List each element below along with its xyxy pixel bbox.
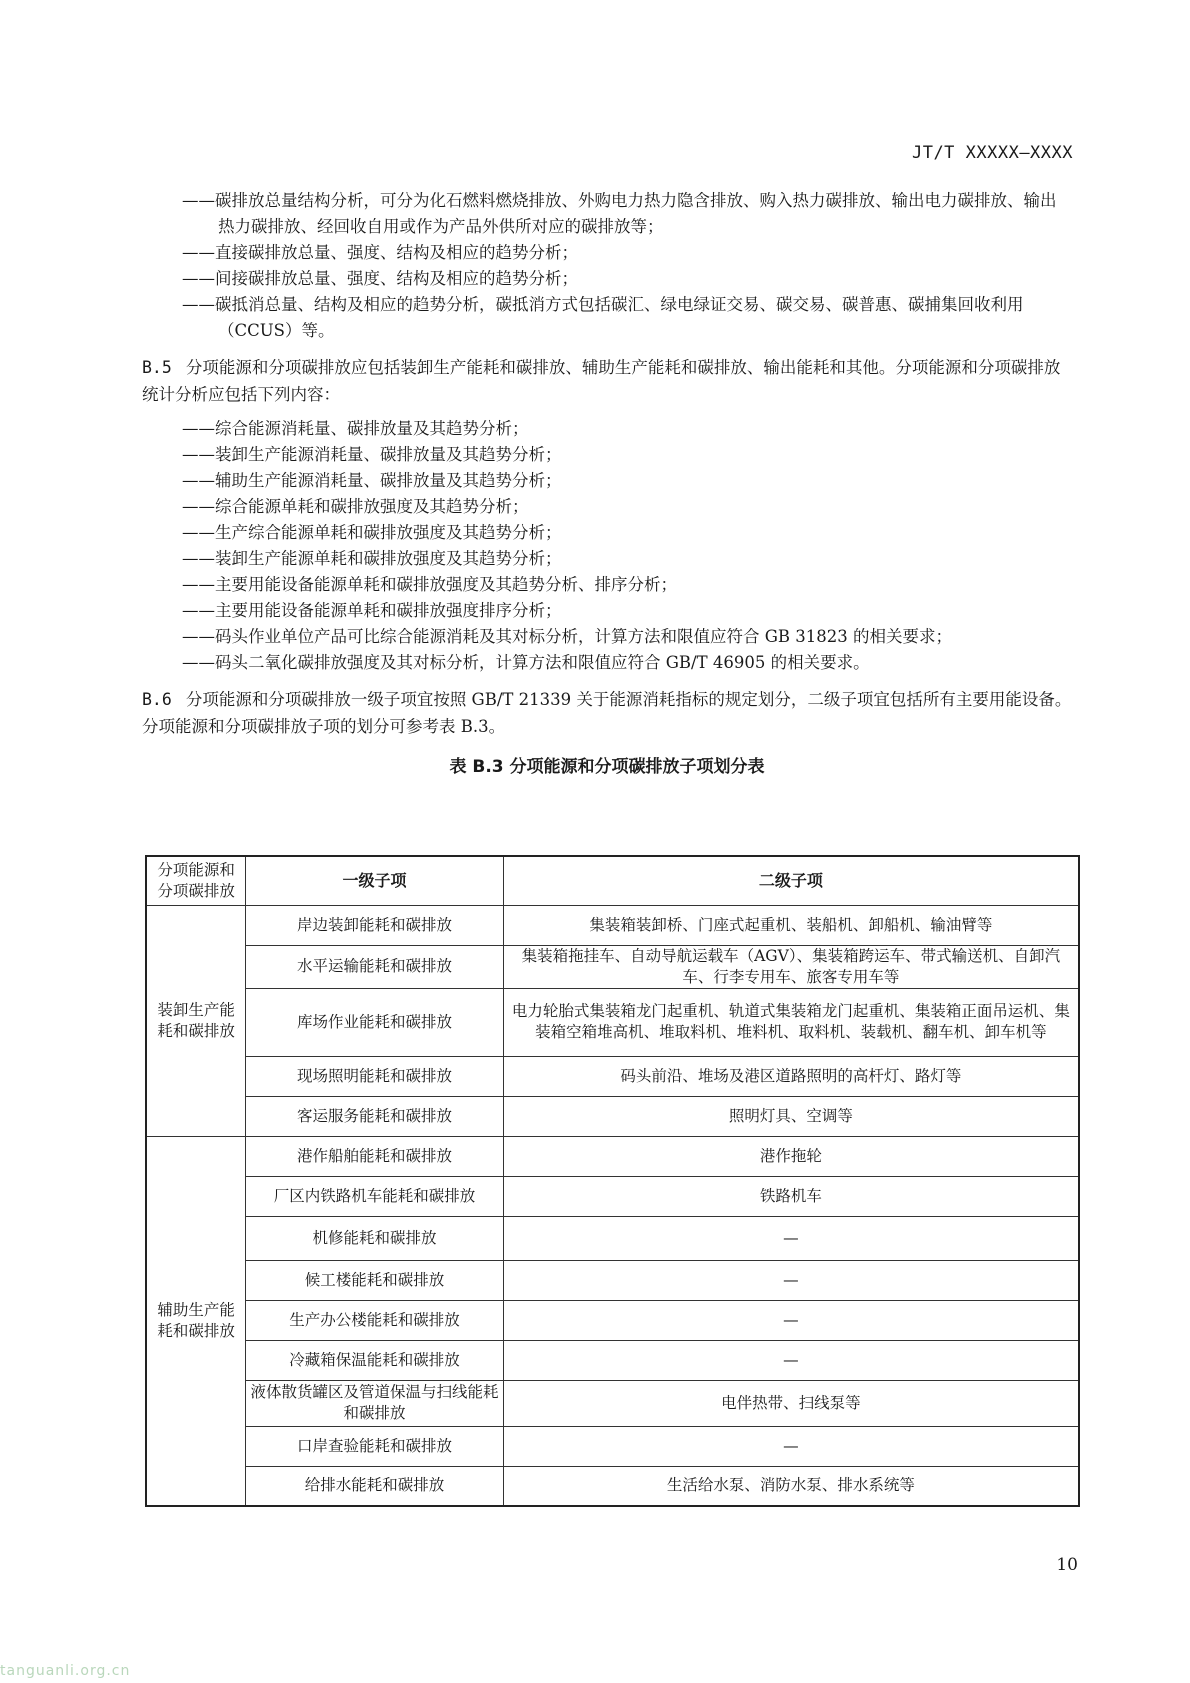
- list-item: ——生产综合能源单耗和碳排放强度及其趋势分析；: [182, 523, 562, 542]
- paragraph-text: 分项能源和分项碳排放应包括装卸生产能耗和碳排放、辅助生产能耗和碳排放、输出能耗和其他。分项能源和分项碳排放统计分析应包括下列内容：: [142, 358, 1061, 404]
- header-level2: 二级子项: [503, 856, 1079, 905]
- level1-cell: 口岸查验能耗和碳排放: [246, 1426, 503, 1466]
- level2-cell: —: [503, 1216, 1079, 1260]
- level1-cell: 库场作业能耗和碳排放: [246, 988, 503, 1056]
- table-row: [146, 1176, 1079, 1216]
- document-body: [142, 188, 1072, 782]
- level2-cell: 码头前沿、堆场及港区道路照明的高杆灯、路灯等: [503, 1056, 1079, 1096]
- paragraph-number: B.5: [142, 358, 172, 377]
- table-row: [146, 905, 1079, 945]
- table-header-row: [146, 856, 1079, 905]
- paragraph-text: 分项能源和分项碳排放一级子项宜按照 GB/T 21339 关于能源消耗指标的规定划分，二级子项宜包括所有主要用能设备。分项能源和分项碳排放子项的划分可参考表 B.3。: [142, 690, 1072, 736]
- list-item: ——主要用能设备能源单耗和碳排放强度及其趋势分析、排序分析；: [182, 575, 677, 594]
- level2-cell: —: [503, 1426, 1079, 1466]
- level1-cell: 现场照明能耗和碳排放: [246, 1056, 503, 1096]
- table-title: 表 B.3 分项能源和分项碳排放子项划分表: [449, 757, 765, 777]
- page-number: 10: [1056, 1555, 1078, 1575]
- table-row: [146, 1096, 1079, 1136]
- paragraph-b6: [142, 686, 1072, 740]
- level1-cell: 候工楼能耗和碳排放: [246, 1260, 503, 1300]
- sub-item-table: [145, 855, 1080, 1507]
- level2-cell: 电伴热带、扫线泵等: [503, 1380, 1079, 1426]
- table-row: [146, 1380, 1079, 1426]
- level1-cell: 港作船舶能耗和碳排放: [246, 1136, 503, 1176]
- paragraph-number: B.6: [142, 690, 172, 709]
- level2-cell: —: [503, 1260, 1079, 1300]
- header-level1: 一级子项: [246, 856, 503, 905]
- list-item: ——间接碳排放总量、强度、结构及相应的趋势分析；: [182, 269, 578, 288]
- level2-cell: 照明灯具、空调等: [503, 1096, 1079, 1136]
- level1-cell: 液体散货罐区及管道保温与扫线能耗和碳排放: [246, 1380, 503, 1426]
- level1-cell: 给排水能耗和碳排放: [246, 1466, 503, 1506]
- level1-cell: 冷藏箱保温能耗和碳排放: [246, 1340, 503, 1380]
- group-cell: 装卸生产能耗和碳排放: [146, 905, 246, 1136]
- level1-cell: 厂区内铁路机车能耗和碳排放: [246, 1176, 503, 1216]
- level2-cell: 铁路机车: [503, 1176, 1079, 1216]
- standard-code: JT/T XXXXX—XXXX: [911, 143, 1073, 163]
- table-row: [146, 945, 1079, 988]
- level2-cell: 集装箱拖挂车、自动导航运载车（AGV）、集装箱跨运车、带式输送机、自卸汽车、行李专用车、旅客专用车等: [503, 945, 1079, 988]
- list-item: ——码头作业单位产品可比综合能源消耗及其对标分析，计算方法和限值应符合 GB 31823 的相关要求；: [182, 627, 953, 646]
- list-item: ——码头二氧化碳排放强度及其对标分析，计算方法和限值应符合 GB/T 46905 的相关要求。: [182, 653, 870, 672]
- level2-cell: —: [503, 1340, 1079, 1380]
- table-row: [146, 1340, 1079, 1380]
- header-category: 分项能源和分项碳排放: [146, 856, 246, 905]
- level2-cell: 电力轮胎式集装箱龙门起重机、轨道式集装箱龙门起重机、集装箱正面吊运机、集装箱空箱堆高机、堆取料机、堆料机、取料机、装载机、翻车机、卸车机等: [503, 988, 1079, 1056]
- table-row: [146, 1466, 1079, 1506]
- level1-cell: 机修能耗和碳排放: [246, 1216, 503, 1260]
- level2-cell: 集装箱装卸桥、门座式起重机、装船机、卸船机、输油臂等: [503, 905, 1079, 945]
- list-item: ——综合能源消耗量、碳排放量及其趋势分析；: [182, 419, 529, 438]
- list-item: ——碳排放总量结构分析，可分为化石燃料燃烧排放、外购电力热力隐含排放、购入热力碳排放、输出电力碳排放、输出热力碳排放、经回收自用或作为产品外供所对应的碳排放等；: [182, 191, 1057, 236]
- table-row: [146, 1216, 1079, 1260]
- table-row: [146, 988, 1079, 1056]
- b5-list: [182, 416, 1072, 676]
- list-item: ——综合能源单耗和碳排放强度及其趋势分析；: [182, 497, 529, 516]
- level1-cell: 生产办公楼能耗和碳排放: [246, 1300, 503, 1340]
- table-row: [146, 1260, 1079, 1300]
- list-item: ——碳抵消总量、结构及相应的趋势分析，碳抵消方式包括碳汇、绿电绿证交易、碳交易、碳普惠、碳捕集回收利用（CCUS）等。: [182, 295, 1024, 340]
- level1-cell: 水平运输能耗和碳排放: [246, 945, 503, 988]
- level1-cell: 岸边装卸能耗和碳排放: [246, 905, 503, 945]
- level2-cell: —: [503, 1300, 1079, 1340]
- list-item: ——装卸生产能源消耗量、碳排放量及其趋势分析；: [182, 445, 562, 464]
- watermark: tanguanli.org.cn: [0, 1663, 131, 1679]
- level2-cell: 生活给水泵、消防水泵、排水系统等: [503, 1466, 1079, 1506]
- table-row: [146, 1426, 1079, 1466]
- table-row: [146, 1056, 1079, 1096]
- top-list: [182, 188, 1072, 344]
- list-item: ——辅助生产能源消耗量、碳排放量及其趋势分析；: [182, 471, 562, 490]
- table-row: [146, 1300, 1079, 1340]
- list-item: ——装卸生产能源单耗和碳排放强度及其趋势分析；: [182, 549, 562, 568]
- level2-cell: 港作拖轮: [503, 1136, 1079, 1176]
- list-item: ——直接碳排放总量、强度、结构及相应的趋势分析；: [182, 243, 578, 262]
- list-item: ——主要用能设备能源单耗和碳排放强度排序分析；: [182, 601, 562, 620]
- group-cell: 辅助生产能耗和碳排放: [146, 1136, 246, 1506]
- paragraph-b5: [142, 354, 1072, 408]
- table-row: [146, 1136, 1079, 1176]
- level1-cell: 客运服务能耗和碳排放: [246, 1096, 503, 1136]
